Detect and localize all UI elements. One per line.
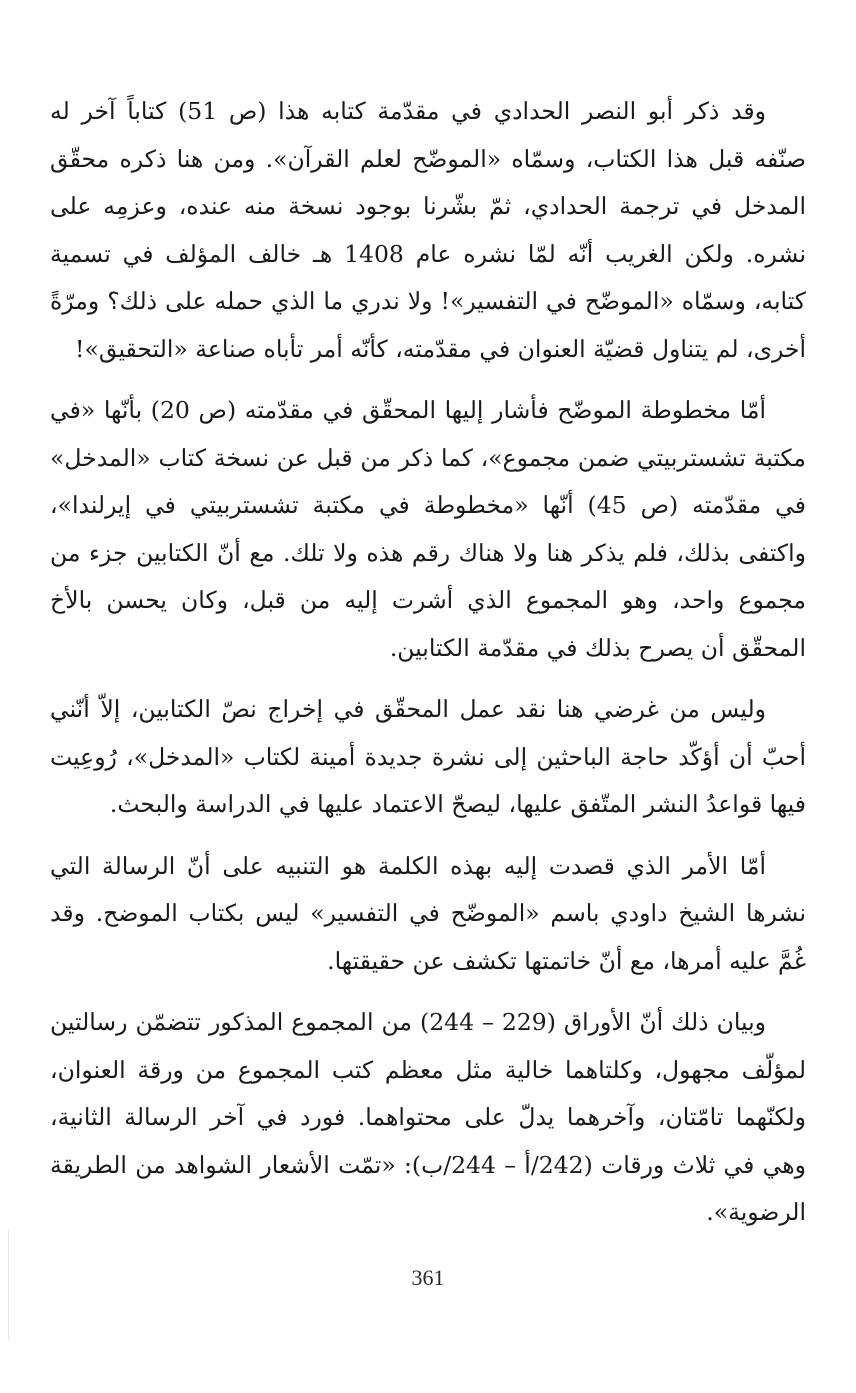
paragraph-1: وقد ذكر أبو النصر الحدادي في مقدّمة كتابه هذا (ص 51) كتاباً آخر له صنّفه قبل هذا الكتاب، وسمّاه «الموضّح لعلم القرآن». ومن هنا ذكره محقّق المدخل في ترجمة الحدادي، ثمّ بشّرنا بوجود نسخة منه عنده، وعزمِه على نشره. ولكن الغريب أنّه لمّا نشره عام 1408 هـ خالف المؤلف في تسمية كتابه، وسمّاه «الموضّح في التفسير»! ولا ندري ما الذي حمله على ذلك؟ ومرّةً أخرى، لم يتناول قضيّة العنوان في مقدّمته، كأنّه أمر تأباه صناعة «التحقيق»!	[50, 97, 806, 363]
paragraph-4: أمّا الأمر الذي قصدت إليه بهذه الكلمة هو التنبيه على أنّ الرسالة التي نشرها الشيخ داودي باسم «الموضّح في التفسير» ليس بكتاب الموضح. وقد غُمَّ عليه أمرها، مع أنّ خاتمتها تكشف عن حقيقتها.	[50, 851, 806, 975]
paragraph-5: وبيان ذلك أنّ الأوراق (229 – 244) من المجموع المذكور تتضمّن رسالتين لمؤلّف مجهول، وكلتاهما خالية مثل معظم كتب المجموع من ورقة العنوان، ولكنّهما تامّتان، وآخرهما يدلّ على محتواهما. فورد في آخر الرسالة الثانية، وهي في ثلاث ورقات (242/أ – 244/ب): «تمّت الأشعار الشواهد من الطريقة الرضوية».	[50, 1008, 806, 1226]
body-text	[50, 88, 806, 1251]
page-number: 361	[411, 1265, 445, 1290]
paragraph-2: أمّا مخطوطة الموضّح فأشار إليها المحقّق في مقدّمته (ص 20) بأنّها «في مكتبة تشستربيتي ضمن مجموع»، كما ذكر من قبل عن نسخة كتاب «المدخل» في مقدّمته (ص 45) أنّها «مخطوطة في مكتبة تشستربيتي في إيرلندا»، واكتفى بذلك، فلم يذكر هنا ولا هناك رقم هذه ولا تلك. مع أنّ الكتابين جزء من مجموع واحد، وهو المجموع الذي أشرت إليه من قبل، وكان يحسن بالأخ المحقّق أن يصرح بذلك في مقدّمة الكتابين.	[50, 396, 806, 662]
paragraph-3: وليس من غرضي هنا نقد عمل المحقّق في إخراج نصّ الكتابين، إلاّ أنّني أحبّ أن أؤكّد حاجة الباحثين إلى نشرة جديدة أمينة لكتاب «المدخل»، رُوعِيت فيها قواعدُ النشر المتّفق عليها، ليصحّ الاعتماد عليها في الدراسة والبحث.	[50, 695, 806, 818]
